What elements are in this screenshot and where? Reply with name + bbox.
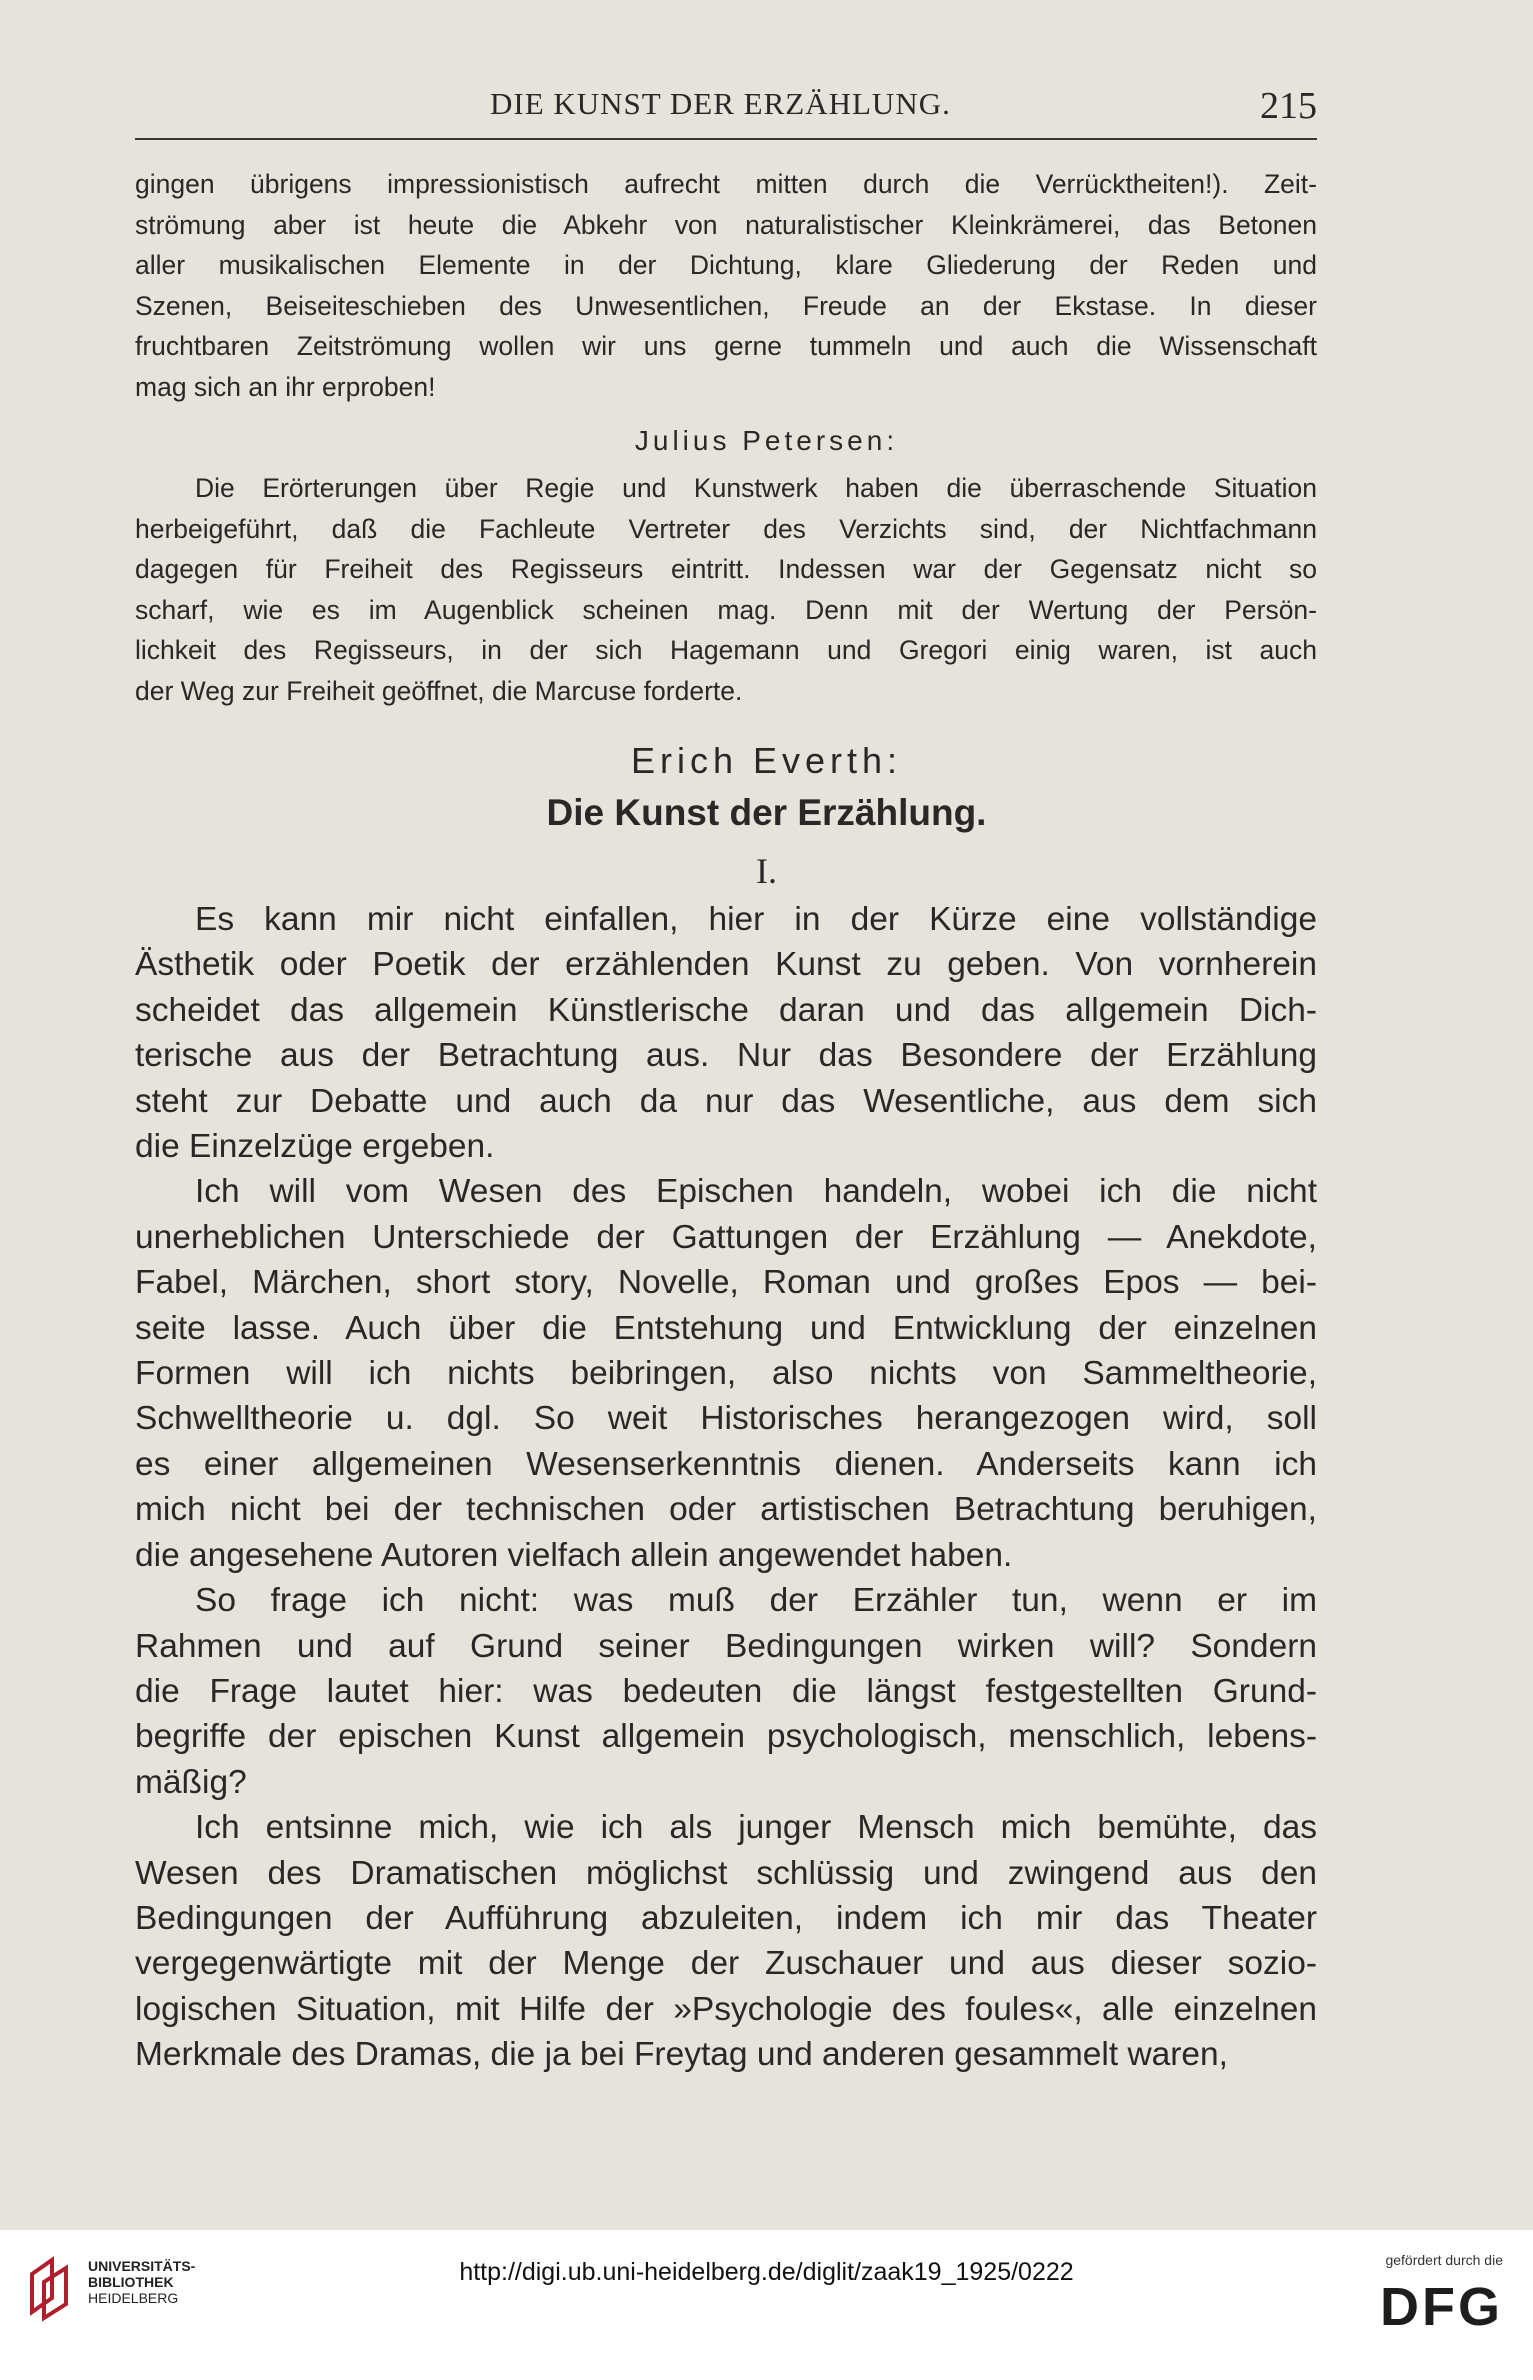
body-paragraph — [135, 1805, 1317, 2077]
text-line: scheidet das allgemein Künstlerische daran und das allgemein Dich- — [135, 991, 1317, 1029]
text-line: mag sich an ihr erproben! — [135, 371, 436, 402]
text-line: Ich entsinne mich, wie ich als junger Mensch mich bemühte, das — [195, 1809, 1317, 1847]
body-paragraph — [135, 897, 1317, 1169]
text-line: Formen will ich nichts beibringen, also nichts von Sammeltheorie, — [135, 1355, 1317, 1393]
text-line: lichkeit des Regisseurs, in der sich Hagemann und Gregori einig waren, ist auch — [135, 635, 1317, 665]
running-title: DIE KUNST DER ERZÄHLUNG. — [490, 86, 951, 121]
text-line: die Einzelzüge ergeben. — [135, 1128, 495, 1166]
running-header — [135, 86, 1317, 138]
intro-paragraph — [135, 164, 1317, 407]
header-rule — [135, 138, 1317, 140]
dfg-logo: DFG — [1380, 2277, 1503, 2337]
text-line: die angesehene Autoren vielfach allein angewendet haben. — [135, 1536, 1013, 1574]
text-line: Ich will vom Wesen des Epischen handeln, wobei ich die nicht — [195, 1173, 1317, 1211]
text-line: Bedingungen der Aufführung abzuleiten, indem ich mir das Theater — [135, 1899, 1317, 1937]
text-line: Schwelltheorie u. dgl. So weit Historisches herangezogen wird, soll — [135, 1400, 1317, 1438]
body-paragraph — [135, 1169, 1317, 1578]
funded-by-label: gefördert durch die — [1385, 2252, 1503, 2268]
text-line: begriffe der epischen Kunst allgemein psychologisch, menschlich, lebens- — [135, 1718, 1317, 1756]
speaker-name: Julius Petersen: — [634, 425, 899, 456]
petersen-lines — [135, 468, 1317, 711]
text-line: scharf, wie es im Augenblick scheinen mag. Denn mit der Wertung der Persön- — [135, 594, 1317, 625]
section-title: Die Kunst der Erzählung. — [546, 792, 987, 833]
text-line: vergegenwärtigte mit der Menge der Zuschauer und aus dieser sozio- — [135, 1945, 1317, 1983]
text-line: gingen übrigens impressionistisch aufrecht mitten durch die Verrücktheiten!). Zeit- — [135, 169, 1317, 199]
text-line: Die Erörterungen über Regie und Kunstwerk haben die überraschende Situation — [195, 473, 1317, 503]
intro-lines — [135, 164, 1317, 407]
text-line: Ästhetik oder Poetik der erzählenden Kunst zu geben. Von vornherein — [135, 946, 1317, 984]
text-line: strömung aber ist heute die Abkehr von naturalistischer Kleinkrämerei, das Betonen — [135, 209, 1317, 240]
body-paragraph — [135, 1578, 1317, 1805]
text-line: Szenen, Beiseiteschieben des Unwesentlichen, Freude an der Ekstase. In dieser — [135, 290, 1317, 321]
footer-bar — [0, 2230, 1533, 2380]
text-line: mäßig? — [135, 1763, 247, 1801]
text-line: herbeigeführt, daß die Fachleute Vertreter des Verzichts sind, der Nichtfachmann — [135, 513, 1317, 544]
text-line: dagegen für Freiheit des Regisseurs eintritt. Indessen war der Gegensatz nicht so — [135, 554, 1317, 584]
text-line: logischen Situation, mit Hilfe der »Psychologie des foules«, alle einzelnen — [135, 1990, 1317, 2028]
page-number: 215 — [1260, 85, 1317, 127]
library-line-2: BIBLIOTHEK — [88, 2274, 174, 2290]
section-author: Erich Everth: — [630, 740, 903, 781]
text-line: steht zur Debatte und auch da nur das Wesentliche, aus dem sich — [135, 1082, 1317, 1120]
text-line: mich nicht bei der technischen oder artistischen Betrachtung beruhigen, — [135, 1491, 1317, 1529]
petersen-paragraph — [135, 468, 1317, 711]
text-line: terische aus der Betrachtung aus. Nur das Besondere der Erzählung — [135, 1037, 1317, 1075]
text-line: Rahmen und auf Grund seiner Bedingungen wirken will? Sondern — [135, 1627, 1317, 1665]
text-line: Es kann mir nicht einfallen, hier in der Kürze eine vollständige — [195, 901, 1317, 938]
text-line: Fabel, Märchen, short story, Novelle, Roman und großes Epos — bei- — [135, 1264, 1317, 1302]
text-line: der Weg zur Freiheit geöffnet, die Marcuse forderte. — [135, 675, 743, 706]
source-url-link[interactable]: http://digi.ub.uni-heidelberg.de/diglit/zaak19_1925/0222 — [459, 2258, 1074, 2286]
text-line: seite lasse. Auch über die Entstehung und Entwicklung der einzelnen — [135, 1309, 1317, 1347]
text-line: die Frage lautet hier: was bedeuten die längst festgestellten Grund- — [135, 1672, 1317, 1710]
section-numeral: I. — [756, 851, 777, 891]
text-line: Wesen des Dramatischen möglichst schlüssig und zwingend aus den — [135, 1854, 1317, 1892]
library-line-1: UNIVERSITÄTS- — [88, 2258, 196, 2274]
text-line: unerheblichen Unterschiede der Gattungen der Erzählung — Anekdote, — [135, 1218, 1317, 1256]
body-text — [135, 897, 1317, 2078]
text-line: es einer allgemeinen Wesenserkenntnis dienen. Anderseits kann ich — [135, 1445, 1317, 1483]
text-line: fruchtbaren Zeitströmung wollen wir uns gerne tummeln und auch die Wissenschaft — [135, 331, 1317, 361]
text-line: So frage ich nicht: was muß der Erzähler tun, wenn er im — [195, 1582, 1317, 1620]
text-line: aller musikalischen Elemente in der Dichtung, klare Gliederung der Reden und — [135, 250, 1317, 280]
text-line: Merkmale des Dramas, die ja bei Freytag und anderen gesammelt waren, — [135, 2036, 1228, 2074]
library-line-3: HEIDELBERG — [88, 2290, 179, 2306]
